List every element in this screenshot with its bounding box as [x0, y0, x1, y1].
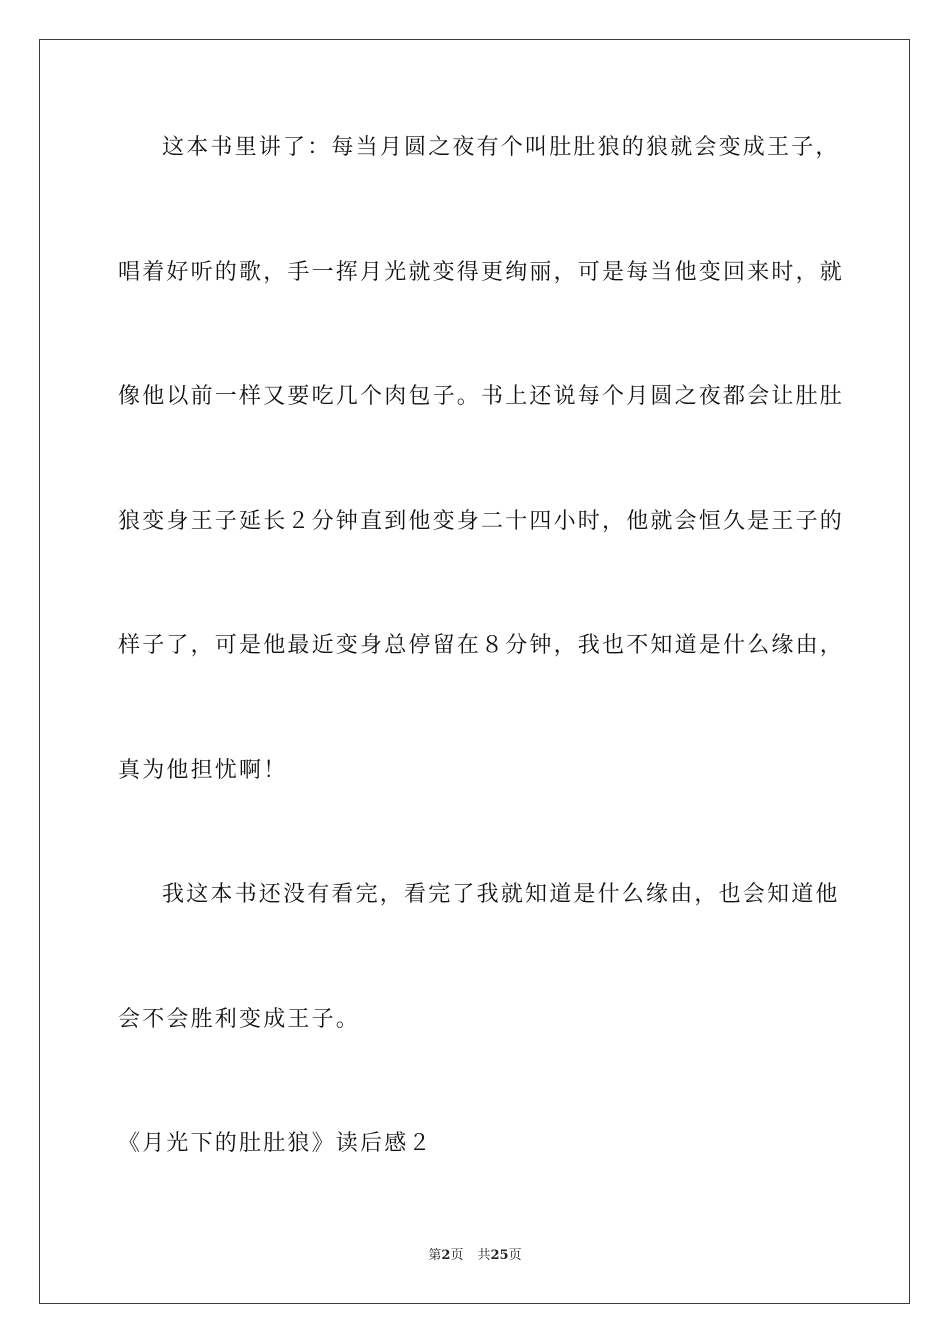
paragraph-line-2: 唱着好听的歌，手一挥月光就变得更绚丽，可是每当他变回来时，就: [118, 260, 845, 285]
page-prefix: 第: [428, 1248, 442, 1263]
page-footer: [0, 1247, 950, 1265]
page-border: [39, 39, 910, 1304]
total-prefix: 共: [477, 1248, 491, 1263]
paragraph-line-8: 会不会胜利变成王子。: [118, 1007, 361, 1032]
paragraph-line-5: 样子了，可是他最近变身总停留在８分钟，我也不知道是什么缘由，: [118, 633, 845, 658]
paragraph-line-3: 像他以前一样又要吃几个肉包子。书上还说每个月圆之夜都会让肚肚: [118, 384, 845, 409]
paragraph-line-7: 我这本书还没有看完，看完了我就知道是什么缘由，也会知道他: [162, 882, 840, 907]
paragraph-line-4: 狼变身王子延长２分钟直到他变身二十四小时，他就会恒久是王子的: [118, 509, 845, 534]
total-pages: 25: [490, 1248, 509, 1263]
total-suffix: 页: [508, 1248, 522, 1263]
page-suffix: 页: [450, 1248, 464, 1263]
paragraph-line-1: 这本书里讲了：每当月圆之夜有个叫肚肚狼的狼就会变成王子，: [162, 135, 840, 160]
section-heading: 《月光下的肚肚狼》读后感２: [118, 1131, 433, 1156]
paragraph-line-6: 真为他担忧啊！: [118, 758, 288, 783]
page-number: 2: [441, 1248, 451, 1263]
